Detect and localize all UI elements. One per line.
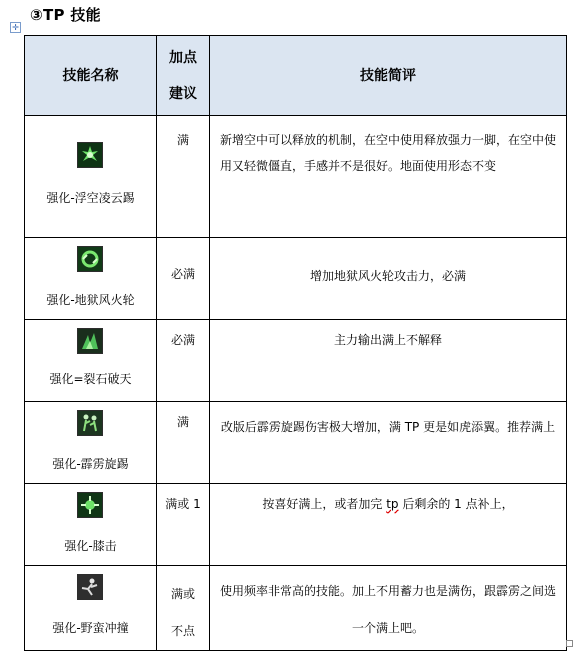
skill-cell [25, 238, 157, 320]
table-row [25, 402, 567, 484]
comment-cell: 主力输出满上不解释 [210, 320, 567, 402]
advice-cell: 满 [157, 116, 210, 238]
comment-cell: 使用频率非常高的技能。加上不用蓄力也是满伤，跟霹雳之间选一个满上吧。 [210, 566, 567, 651]
header-comment: 技能简评 [210, 36, 567, 116]
table-row [25, 238, 567, 320]
skill-name: 强化-膝击 [64, 539, 117, 553]
skill-name: 强化-野蛮冲撞 [52, 621, 129, 635]
green-shard-icon [77, 328, 103, 354]
table-row [25, 320, 567, 402]
advice-cell: 必满 [157, 320, 210, 402]
advice-line-2: 不点 [170, 624, 195, 638]
header-advice-line-1: 加点 [169, 49, 197, 66]
comment-cell: 新增空中可以释放的机制，在空中使用释放强力一脚，在空中使用又轻微僵直，手感并不是很好。地面使用形态不变 [210, 116, 567, 238]
table-header-row [25, 36, 567, 116]
table-row [25, 116, 567, 238]
section-heading: ③TP 技能 [30, 6, 101, 24]
spellcheck-word: tp [386, 497, 399, 511]
table-row [25, 566, 567, 651]
table-move-handle-icon[interactable]: ✛ [10, 22, 21, 33]
header-skill-name: 技能名称 [25, 36, 157, 116]
comment-cell [210, 484, 567, 566]
table-resize-handle-icon[interactable] [566, 640, 573, 647]
skill-name: 强化-浮空凌云踢 [46, 191, 135, 205]
grey-dash-icon [77, 574, 103, 600]
tp-skill-table [24, 35, 567, 651]
skill-cell [25, 320, 157, 402]
fighters-icon [77, 410, 103, 436]
green-spark-icon [77, 492, 103, 518]
advice-cell: 必满 [157, 238, 210, 320]
advice-line-1: 满或 [170, 587, 195, 601]
advice-cell [157, 566, 210, 651]
skill-name: 强化=裂石破天 [49, 372, 132, 386]
advice-cell: 满或 1 [157, 484, 210, 566]
green-burst-icon [77, 142, 103, 168]
comment-cell: 增加地狱风火轮攻击力，必满 [210, 238, 567, 320]
skill-cell [25, 116, 157, 238]
skill-cell [25, 566, 157, 651]
comment-text: 按喜好满上，或者加完 [262, 497, 387, 511]
header-advice-line-2: 建议 [169, 85, 197, 102]
advice-cell: 满 [157, 402, 210, 484]
green-swirl-icon [77, 246, 103, 272]
skill-cell [25, 402, 157, 484]
comment-cell: 改版后霹雳旋踢伤害极大增加，满 TP 更是如虎添翼。推荐满上 [210, 402, 567, 484]
comment-text: 后剩余的 1 点补上， [398, 497, 514, 511]
table-row [25, 484, 567, 566]
skill-name: 强化-地狱风火轮 [46, 293, 135, 307]
skill-cell [25, 484, 157, 566]
skill-name: 强化-霹雳旋踢 [52, 457, 129, 471]
header-advice [157, 36, 210, 116]
